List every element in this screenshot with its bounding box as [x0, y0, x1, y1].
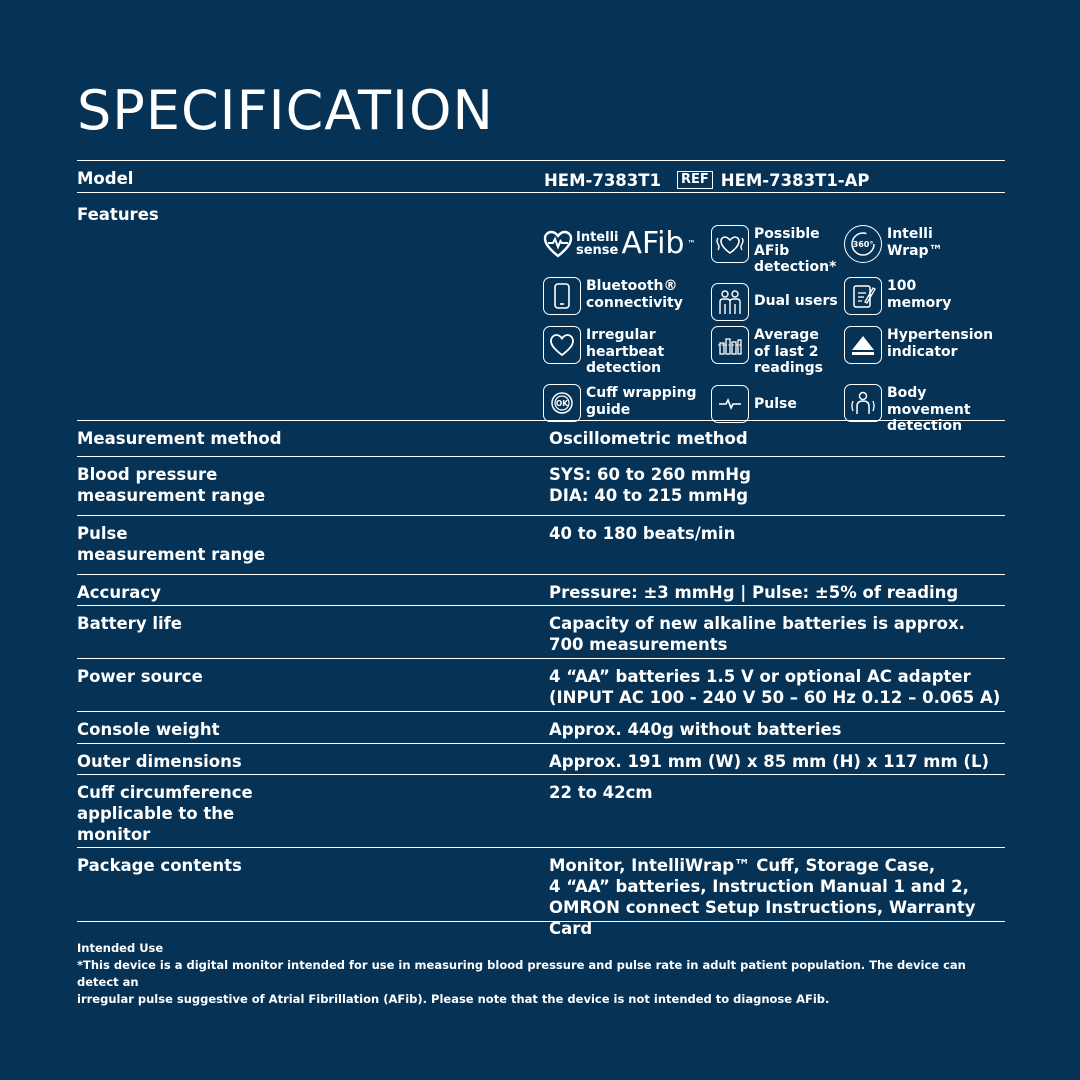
- afib-text: AFib: [621, 226, 685, 261]
- spec-row-bp-range: [77, 456, 1005, 515]
- spec-value: Approx. 440g without batteries: [549, 720, 842, 739]
- spec-row-cuff-circumference: [77, 774, 1005, 847]
- spec-label: Battery life: [77, 614, 182, 633]
- feature-item: [844, 384, 1004, 434]
- feature-text: Possible AFib detection*: [754, 226, 837, 275]
- page-title: SPECIFICATION: [77, 79, 494, 142]
- hypertension-triangle-icon: [844, 326, 882, 364]
- svg-text:OK: OK: [555, 399, 569, 408]
- feature-text: Intelli Wrap™: [887, 226, 943, 259]
- ok-circle-icon: [543, 384, 581, 422]
- feature-item: [844, 225, 1004, 277]
- spec-value: SYS: 60 to 260 mmHg DIA: 40 to 215 mmHg: [549, 465, 751, 505]
- spec-value: 4 “AA” batteries 1.5 V or optional AC adapter (INPUT AC 100 - 240 V 50 – 60 Hz 0.12 – 0.065 A): [549, 667, 1001, 707]
- feature-text: 100 memory: [887, 278, 952, 311]
- note-body: *This device is a digital monitor intended for use in measuring blood pressure and pulse rate in adult patient population. The device can detect an irregular pulse suggestive of Atrial Fibrillation (AFib). Please note that the device is not intended to diagnose AFib.: [77, 958, 966, 1006]
- feature-text: Hypertension indicator: [887, 327, 994, 360]
- spec-row-features: [77, 192, 1005, 434]
- ref-badge: REF: [677, 171, 713, 189]
- spec-label: Blood pressure measurement range: [77, 465, 266, 505]
- spec-value: Capacity of new alkaline batteries is approx. 700 measurements: [549, 614, 965, 654]
- spec-value: [544, 168, 1005, 192]
- feature-text: Irregular heartbeat detection: [586, 327, 665, 376]
- heart-waves-icon: [711, 225, 749, 263]
- body-movement-icon: [844, 384, 882, 422]
- spec-row-console-weight: [77, 711, 1005, 743]
- feature-item: [844, 326, 1004, 384]
- feature-text: Bluetooth® connectivity: [586, 278, 683, 311]
- feature-item: [711, 277, 844, 326]
- spec-label: Cuff circumference applicable to the monitor: [77, 783, 253, 844]
- features-block: [549, 204, 1005, 434]
- spec-row-outer-dimensions: [77, 743, 1005, 774]
- feature-item: [711, 225, 844, 277]
- pulse-wave-icon: [711, 385, 749, 423]
- phone-icon: [543, 277, 581, 315]
- two-users-icon: [711, 283, 749, 321]
- note-heading: Intended Use: [77, 941, 164, 955]
- afib-trademark: ™: [687, 238, 696, 248]
- spec-value: Oscillometric method: [549, 429, 748, 448]
- spec-value: Monitor, IntelliWrap™ Cuff, Storage Case, 4 “AA” batteries, Instruction Manual 1 and 2, OMRON connect Setup Instructions, Warranty Card: [549, 856, 976, 938]
- heart-pulse-icon: [543, 230, 573, 258]
- spec-label: Package contents: [77, 856, 242, 875]
- feature-item: [543, 277, 711, 326]
- spec-row-package-contents: [77, 847, 1005, 938]
- intellisense-text: Intelli sense: [576, 230, 619, 258]
- feature-item: [711, 384, 844, 424]
- feature-item: [711, 326, 844, 384]
- features-grid: [543, 225, 1005, 434]
- ref-model-number: HEM-7383T1-AP: [720, 170, 870, 190]
- spec-label: Outer dimensions: [77, 752, 242, 771]
- spec-table: [77, 160, 1005, 938]
- average-bars-icon: [711, 326, 749, 364]
- spec-value: 22 to 42cm: [549, 783, 653, 802]
- memory-notepad-icon: [844, 277, 882, 315]
- feature-text: Dual users: [754, 293, 838, 310]
- spec-label: Accuracy: [77, 583, 161, 602]
- feature-item: [543, 326, 711, 384]
- intended-use-note: [77, 940, 1007, 1008]
- spec-row-model: [77, 160, 1005, 192]
- spec-row-power-source: [77, 658, 1005, 711]
- 360-arrow-icon: [844, 225, 882, 263]
- intellisense-afib-logo: [543, 226, 696, 261]
- model-number: HEM-7383T1: [544, 170, 662, 190]
- svg-text:360°: 360°: [852, 240, 874, 249]
- spec-row-accuracy: [77, 574, 1005, 605]
- spec-row-pulse-range: [77, 515, 1005, 574]
- feature-text: Average of last 2 readings: [754, 327, 823, 376]
- spec-value: 40 to 180 beats/min: [549, 524, 736, 543]
- heart-outline-icon: [543, 326, 581, 364]
- spec-value: Approx. 191 mm (W) x 85 mm (H) x 117 mm (L): [549, 752, 990, 771]
- feature-item: [543, 384, 711, 424]
- spec-label: Console weight: [77, 720, 220, 739]
- feature-text: Pulse: [754, 395, 797, 412]
- spec-value: Pressure: ±3 mmHg | Pulse: ±5% of reading: [549, 583, 959, 602]
- spec-label: Measurement method: [77, 429, 282, 448]
- feature-text: Cuff wrapping guide: [586, 385, 697, 418]
- spec-label: Features: [77, 205, 159, 224]
- spec-row-battery-life: [77, 605, 1005, 658]
- feature-text: Body movement detection: [887, 385, 971, 434]
- feature-item: [844, 277, 1004, 326]
- afib-logo-cell: [543, 225, 711, 277]
- spec-label: Power source: [77, 667, 203, 686]
- spec-label: Model: [77, 169, 134, 188]
- spec-label: Pulse measurement range: [77, 524, 266, 564]
